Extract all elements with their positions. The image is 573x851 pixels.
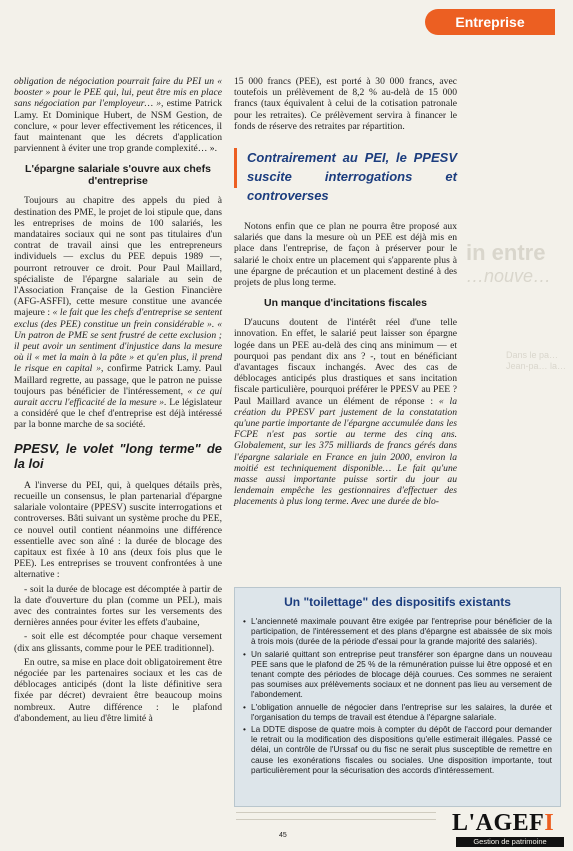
paragraph: Notons enfin que ce plan ne pourra être proposé aux salariés que dans la mesure où un PEE est déjà mis en place dans l'entreprise, de façon à préserver pour le salarié le choix entre un placement qui s'apparente plus à une épargne de précaution et un placement destiné à des projets de plus long terme. <box>234 221 457 289</box>
ghost-line: Dans le pa… Jean-pa… la… <box>506 350 567 371</box>
quote-text: « la création du PPESV part justement de la constatation qu'une partie importante de l'épargne accumulée dans les FCPE n'est pas sortie au terme des cinq ans. Globalement, sur les 375 milliards de francs gérés dans l'épargne salariale en France en juin 2000, environ la moitié est techniquement disponible… Le fait qu'une masse aussi importante puisse sortir du jour au lendemain empêche les gestionnaires d'effectuer des placements à plus long terme. Avec une durée de blo- <box>234 395 457 508</box>
paragraph: En outre, sa mise en place doit obligatoirement être négociée par les partenaires sociaux et les cas de déblocages anticipés (dont la liste définitive sera fixée par décret) devraient être beaucoup moins nombreux. Autre différence : le plafond d'abondement, au lieu d'être limité à <box>14 656 222 724</box>
paragraph: 15 000 francs (PEE), est porté à 30 000 francs, avec toutefois un prélèvement de 8,2 % au-delà de 15 000 francs (taux équivalent à celui de la cotisation patronale pour les retraites). Ce prélèvement servira à financer le fonds de réserve des retraites par répartition. <box>234 76 457 132</box>
logo-name-accent: I <box>544 810 555 836</box>
list-item-text: Un salarié quittant son entreprise peut transférer son épargne dans un nouveau PEE sans que le plafond de 25 % de la rémunération puisse lui être opposé et en tenant compte des périodes de blocage déjà courues. Ces sommes ne seraient pas soumises aux prélèvements sociaux et ne donnent pas lieu au versement de l'abondement. <box>251 648 552 700</box>
paragraph <box>14 76 222 154</box>
bullet-icon: • <box>243 724 246 735</box>
bullet-icon: • <box>243 616 246 626</box>
paragraph <box>14 195 222 430</box>
section-tag: Entreprise <box>425 9 555 35</box>
page-number: 45 <box>279 832 287 839</box>
list-item <box>243 649 552 700</box>
logo-subtitle: Gestion de patrimoine <box>456 837 564 847</box>
list-item-text: L'obligation annuelle de négocier dans l'entreprise sur les salaires, la durée et l'organisation du temps de travail est étendue à l'épargne salariale. <box>251 701 552 722</box>
sidebar-box-title: Un "toilettage" des dispositifs existants <box>284 595 511 609</box>
right-column <box>234 76 457 511</box>
footer-rule <box>236 812 436 820</box>
heading-ppesv: PPESV, le volet "long terme" de la loi <box>14 440 222 471</box>
subheading-incitations-fiscales: Un manque d'incitations fiscales <box>264 297 427 310</box>
paragraph: A l'inverse du PEI, qui, à quelques détails près, recueille un consensus, le plan partenarial d'épargne salariale volontaire (PPESV) suscite interrogations et controverses. Bâti suivant un système proche du PEE, ce nouvel outil contient néanmoins une différence essentielle avec son aîné : la durée de blocage des capitaux est fixée à 10 ans (deux fois plus que le PEE). Les entreprises se trouvent confrontées à une alternative : <box>14 479 222 581</box>
left-column <box>14 76 222 727</box>
body-text: , confirme Patrick Lamy. Paul Maillard regrette, au passage, que le patron ne puisse toujours pas bénéficier de l'intéressement, <box>14 363 222 397</box>
quote-text: obligation de négociation pourrait faire du PEI un « booster » pour le PEE qui, lui, peut être mis en place sans négociation par l'employeur… », <box>14 76 222 110</box>
bullet-icon: • <box>243 648 246 659</box>
quote-text: « ce qui aurait accru l'efficacité de la mesure ». <box>14 385 222 409</box>
show-through-text <box>466 240 573 550</box>
list-item <box>243 724 552 775</box>
quote-text: « le fait que les chefs d'entreprise se sentent exclus (des PEE) constitue un frein considérable ». « Un patron de PME se sent frustré de cette exclusion ; il peut avoir un sentiment d'injustice dans la mesure où il « met la main à la pâte » et qu'en plus, il prend le risque en capital » <box>14 307 222 375</box>
body-text: D'aucuns doutent de l'intérêt réel d'une telle innovation. En effet, le salarié peut laisser son épargne logée dans un PEE au-delà des cinq ans minimum — et pourquoi pas pendant dix ans ? -, tout en bénéficiant d'avantages fiscaux inchangés. Avec des cas de déblocages anticipés plus drastiques et sans incitation fiscale particulière, pourquoi préférer le PPESV au PEE ? Paul Maillard avance un élément de réponse : <box>234 317 457 407</box>
paragraph <box>234 317 457 507</box>
subheading-chefs-entreprise: L'épargne salariale s'ouvre aux chefs d'entreprise <box>25 163 211 188</box>
body-text: Toujours au chapitre des appels du pied à destination des PME, le projet de loi stipule que, dans les entreprises de moins de 100 salariés, les mandataires sociaux qui ne sont pas titulaires d'un contrat de travail ainsi que les entrepreneurs individuels — exclus du PEE depuis 1989 —, pourront retrouver ce droit. Pour Paul Maillard, spécialiste de l'épargne salariale au sein de l'Association Française de la Gestion Financière (AFG-ASFFI), cette mesure constitue une avancée majeure : <box>14 195 222 319</box>
body-text: Le législateur a considéré que le chef d'entreprise est déjà intéressé par la bonne marche de sa société. <box>14 397 222 431</box>
paragraph: - soit la durée de blocage est décomptée à partir de la date d'ouverture du plan (comme un PEL), mais avec des contraintes fortes sur les versements des dernières années pour éviter les effets d'aubaine, <box>14 583 222 629</box>
list-item <box>243 702 552 722</box>
sidebar-box <box>234 587 561 807</box>
list-item-text: La DDTE dispose de quatre mois à compter du dépôt de l'accord pour demander le retrait ou la modification des dispositions qu'elle estimerait illégales. Passé ce délai, un contrôle de l'Urssaf ou du fisc ne serait plus susceptible de remettre en cause les exonérations fiscales ou sociales. Une disposition importante, tout particulièrement pour la sécurisation des accords d'intéressement. <box>251 724 552 775</box>
pull-quote-bar <box>234 148 237 188</box>
sidebar-box-list <box>235 616 560 775</box>
pull-quote-text: Contrairement au PEI, le PPESV suscite interrogations et controverses <box>247 150 457 204</box>
pull-quote <box>234 146 457 207</box>
logo-name-main: L'AGEF <box>452 810 545 836</box>
bullet-icon: • <box>243 701 246 712</box>
agefi-logo <box>452 810 565 847</box>
ghost-line: in entre <box>466 240 546 265</box>
ghost-line: …nouve… <box>466 266 552 286</box>
paragraph: - soit elle est décomptée pour chaque versement (dix ans glissants, comme pour le PEE traditionnel). <box>14 631 222 654</box>
body-text: estime Patrick Lamy. Et Dominique Hubert, de NSM Gestion, de conclure, « pour lever effectivement les réticences, il faut maintenant que les décrets d'application parviennent à éviter une trop grande complexité… ». <box>14 98 222 155</box>
logo-wordmark <box>452 810 554 837</box>
list-item-text: L'ancienneté maximale pouvant être exigée par l'entreprise pour bénéficier de la participation, de l'intéressement et des plans d'épargne est abaissée de six mois à trois mois (durée de la période d'essai pour la grande majorité des salariés). <box>251 616 552 647</box>
list-item <box>243 616 552 647</box>
